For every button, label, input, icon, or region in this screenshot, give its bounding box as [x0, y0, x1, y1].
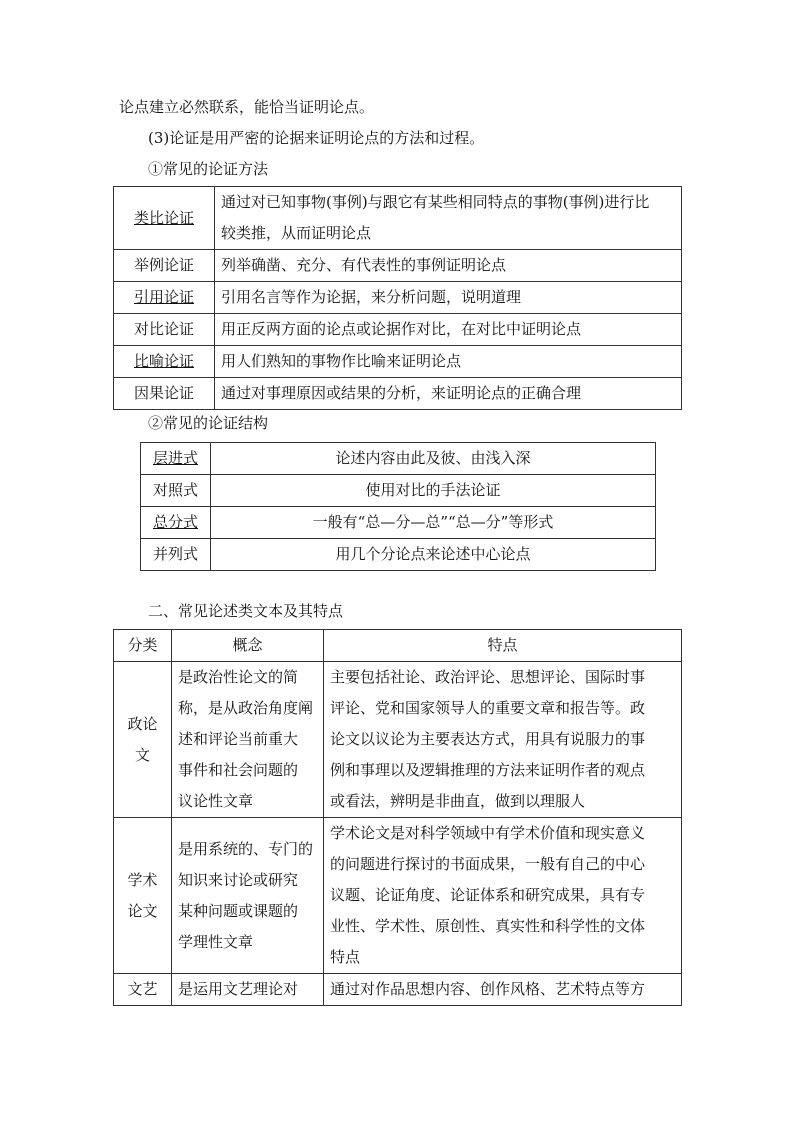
table-row: [141, 443, 656, 475]
column-header: 概念: [172, 630, 324, 662]
type-concept: 是政治性论文的简 称，是从政治角度阐 述和评论当前重大 事件和社会问题的 议论性文章: [172, 662, 324, 818]
type-concept: 是用系统的、专门的 知识来讨论或研究 某种问题或课题的 学理性文章: [172, 818, 324, 974]
structure-desc: 论述内容由此及彼、由浅入深: [211, 443, 656, 475]
column-header: 特点: [324, 630, 682, 662]
table-row: [114, 974, 682, 1006]
type-name: 政论 文: [114, 662, 172, 818]
structure-name: 总分式: [141, 507, 211, 539]
methods-table: [113, 186, 682, 410]
table-row: [141, 507, 656, 539]
text-types-table: [113, 629, 682, 1006]
type-feature: 学术论文是对科学领域中有学术价值和现实意义 的问题进行探讨的书面成果，一般有自己的中心 议题、论证角度、论证体系和研究成果，具有专 业性、学术性、原创性、真实性和科学性的文体 特点: [324, 818, 682, 974]
table-row: [141, 539, 656, 571]
method-name: 类比论证: [114, 187, 215, 250]
structure-desc: 用几个分论点来论述中心论点: [211, 539, 656, 571]
type-concept: 是运用文艺理论对: [172, 974, 324, 1006]
intro-line-1: 论点建立必然联系，能恰当证明论点。: [119, 98, 375, 116]
structure-name: 并列式: [141, 539, 211, 571]
method-desc: 列举确凿、充分、有代表性的事例证明论点: [215, 250, 682, 282]
type-feature: 主要包括社论、政治评论、思想评论、国际时事 评论、党和国家领导人的重要文章和报告等。政 论文以议论为主要表达方式，用具有说服力的事 例和事理以及逻辑推理的方法来证明作者的观点 或看法，辨明是非曲直，做到以理服人: [324, 662, 682, 818]
method-desc: 引用名言等作为论据，来分析问题，说明道理: [215, 282, 682, 314]
column-header: 分类: [114, 630, 172, 662]
method-name: 举例论证: [114, 250, 215, 282]
method-name: 因果论证: [114, 378, 215, 410]
structure-desc: 使用对比的手法论证: [211, 475, 656, 507]
table-header-row: [114, 630, 682, 662]
table-row: [114, 187, 682, 250]
table-row: [114, 346, 682, 378]
heading-methods: ①常见的论证方法: [148, 160, 269, 178]
method-name: 引用论证: [114, 282, 215, 314]
structures-table: [140, 442, 656, 571]
method-desc: 用正反两方面的论点或论据作对比，在对比中证明论点: [215, 314, 682, 346]
type-feature: 通过对作品思想内容、创作风格、艺术特点等方: [324, 974, 682, 1006]
table-row: [114, 378, 682, 410]
method-name: 对比论证: [114, 314, 215, 346]
table-row: [114, 314, 682, 346]
type-name: 文艺: [114, 974, 172, 1006]
method-desc: 通过对事理原因或结果的分析，来证明论点的正确合理: [215, 378, 682, 410]
intro-line-2: (3)论证是用严密的论据来证明论点的方法和过程。: [148, 129, 485, 147]
table-row: [114, 818, 682, 974]
section-heading: 二、常见论述类文本及其特点: [148, 602, 344, 620]
type-name: 学术 论文: [114, 818, 172, 974]
method-name: 比喻论证: [114, 346, 215, 378]
method-desc: 通过对已知事物(事例)与跟它有某些相同特点的事物(事例)进行比 较类推，从而证明论点: [215, 187, 682, 250]
structure-desc: 一般有“总—分—总”“总—分”等形式: [211, 507, 656, 539]
structure-name: 层进式: [141, 443, 211, 475]
table-row: [141, 475, 656, 507]
structure-name: 对照式: [141, 475, 211, 507]
method-desc: 用人们熟知的事物作比喻来证明论点: [215, 346, 682, 378]
table-row: [114, 250, 682, 282]
heading-structures: ②常见的论证结构: [148, 414, 269, 432]
table-row: [114, 662, 682, 818]
table-row: [114, 282, 682, 314]
